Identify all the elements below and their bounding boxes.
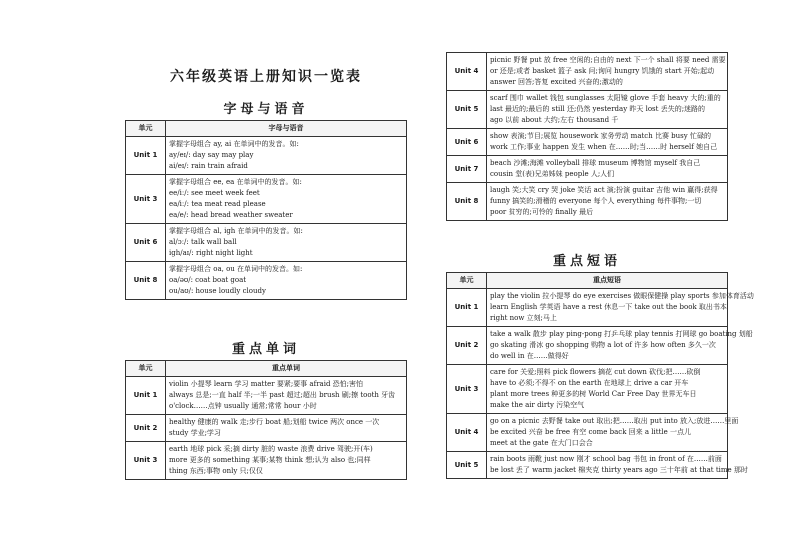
- words-table-continued: [446, 52, 728, 221]
- words-row: [126, 377, 407, 415]
- words-line: more 更多的 something 某事;某物 think 想;认为 also 也;同样: [169, 456, 371, 464]
- phrases-line: make the air dirty 污染空气: [490, 401, 585, 409]
- words-line: scarf 围巾 wallet 钱包 sunglasses 太阳镜 glove 手套 heavy 大的;重的: [490, 94, 721, 102]
- words-unit-label: Unit 2: [126, 415, 166, 442]
- phrases-row: [447, 452, 728, 479]
- words-table: [125, 360, 407, 480]
- words-line: violin 小提琴 learn 学习 matter 要紧;要事 afraid 恐怕;害怕: [169, 380, 364, 388]
- letters-header-content: 字母与语音: [166, 121, 407, 137]
- words-line: healthy 健康的 walk 走;步行 boat 船;划船 twice 两次 once 一次: [169, 418, 380, 426]
- words-row: [126, 442, 407, 480]
- phrases-header-unit: 单元: [447, 273, 487, 289]
- words-line: thing 东西;事物 only 只;仅仅: [169, 467, 263, 475]
- words-line: picnic 野餐 put 放 free 空闲的;自由的 next 下一个 shall 将要 need 需要: [490, 56, 726, 64]
- phrases-line: right now 立刻;马上: [490, 314, 557, 322]
- letters-content: [166, 137, 407, 175]
- words-line: ago 以前 about 大约;左右 thousand 千: [490, 116, 619, 124]
- letters-row: [126, 262, 407, 300]
- phrases-line: be excited 兴奋 be free 有空 come back 回来 a little 一点儿: [490, 428, 692, 436]
- words-body-right: [447, 53, 728, 221]
- phrases-row: [447, 365, 728, 414]
- letters-line: oa/əʊ/: coat boat goat: [169, 276, 247, 284]
- phrases-line: learn English 学英语 have a rest 休息一下 take out the book 取出书本: [490, 303, 727, 311]
- words-row: [447, 183, 728, 221]
- letters-content: [166, 175, 407, 224]
- words-line: poor 贫穷的;可怜的 finally 最后: [490, 208, 594, 216]
- phrases-line: plant more trees 种更多的树 World Car Free Day 世界无车日: [490, 390, 697, 398]
- words-line: answer 回答;答复 excited 兴奋的;激动的: [490, 78, 623, 86]
- letters-line: 掌握字母组合 ee, ea 在单词中的发音。如:: [169, 178, 302, 186]
- words-unit-label: Unit 1: [126, 377, 166, 415]
- phrases-line: rain boots 雨靴 just now 刚才 school bag 书包 in front of 在……前面: [490, 455, 722, 463]
- letters-unit-label: Unit 8: [126, 262, 166, 300]
- words-content: [487, 91, 728, 129]
- letters-content: [166, 224, 407, 262]
- words-section-title: 重点单词: [231, 342, 300, 357]
- phrases-line: take a walk 散步 play ping-pong 打乒乓球 play tennis 打网球 go boating 划船: [490, 330, 753, 338]
- words-content: [487, 183, 728, 221]
- letters-line: ee/iː/: see meet week feet: [169, 189, 260, 197]
- words-line: o'clock……点钟 usually 通常;常常 hour 小时: [169, 402, 317, 410]
- words-line: work 工作;事业 happen 发生 when 在……时;当……时 herself 她自己: [490, 143, 718, 151]
- words-line: study 学业;学习: [169, 429, 221, 437]
- letters-unit-label: Unit 6: [126, 224, 166, 262]
- letters-line: igh/aɪ/: right night light: [169, 249, 253, 257]
- phrases-header-content: 重点短语: [487, 273, 728, 289]
- phrases-row: [447, 289, 728, 327]
- words-line: last 最近的;最后的 still 还;仍然 yesterday 昨天 lost 丢失的;迷路的: [490, 105, 706, 113]
- letters-line: ay/eɪ/: day say may play: [169, 151, 254, 159]
- words-line: cousin 堂(表)兄弟姊妹 people 人;人们: [490, 170, 615, 178]
- words-unit-label: Unit 4: [447, 53, 487, 91]
- words-content: [487, 156, 728, 183]
- letters-line: 掌握字母组合 al, igh 在单词中的发音。如:: [169, 227, 303, 235]
- phrases-line: have to 必须;不得不 on the earth 在地球上 drive a car 开车: [490, 379, 689, 387]
- words-line: laugh 笑;大笑 cry 哭 joke 笑话 act 演;扮演 guitar 吉他 win 赢得;获得: [490, 186, 718, 194]
- letters-row: [126, 224, 407, 262]
- words-line: beach 沙滩;海滩 volleyball 排球 museum 博物馆 myself 我自己: [490, 159, 701, 167]
- words-unit-label: Unit 8: [447, 183, 487, 221]
- words-content: [487, 129, 728, 156]
- phrases-table: [446, 272, 754, 479]
- phrases-content: [487, 289, 754, 327]
- words-content: [166, 377, 407, 415]
- phrases-unit-label: Unit 2: [447, 327, 487, 365]
- letters-unit-label: Unit 1: [126, 137, 166, 175]
- letters-line: 掌握字母组合 oa, ou 在单词中的发音。如:: [169, 265, 303, 273]
- words-row: [447, 91, 728, 129]
- words-line: always 总是;一直 half 半;一半 past 超过;超出 brush 刷;擦 tooth 牙齿: [169, 391, 396, 399]
- words-line: or 还是;或者 basket 篮子 ask 问;询问 hungry 饥饿的 start 开始;起动: [490, 67, 715, 75]
- words-row: [447, 129, 728, 156]
- words-unit-label: Unit 7: [447, 156, 487, 183]
- phrases-unit-label: Unit 4: [447, 414, 487, 452]
- words-content: [166, 415, 407, 442]
- letters-line: ai/eɪ/: rain train afraid: [169, 162, 248, 170]
- phrases-line: go on a picnic 去野餐 take out 取出;把……取出 put into 放入;放进……里面: [490, 417, 739, 425]
- phrases-content: [487, 365, 728, 414]
- letters-row: [126, 175, 407, 224]
- letters-line: ea/iː/: tea meat read please: [169, 200, 266, 208]
- phrases-content: [487, 414, 739, 452]
- letters-line: 掌握字母组合 ay, ai 在单词中的发音。如:: [169, 140, 299, 148]
- letters-header-unit: 单元: [126, 121, 166, 137]
- phrases-body: [447, 289, 754, 479]
- words-content: [487, 53, 728, 91]
- words-unit-label: Unit 5: [447, 91, 487, 129]
- phrases-line: meet at the gate 在大门口会合: [490, 439, 593, 447]
- phrases-line: care for 关爱;照料 pick flowers 摘花 cut down 砍伐;把……砍倒: [490, 368, 701, 376]
- letters-line: ea/e/: head bread weather sweater: [169, 211, 293, 219]
- words-body-left: [126, 377, 407, 480]
- phrases-line: be lost 丢了 warm jacket 棉夹克 thirty years ago 三十年前 at that time 那时: [490, 466, 748, 474]
- letters-line: al/ɔː/: talk wall ball: [169, 238, 237, 246]
- letters-table: [125, 120, 407, 300]
- phrases-line: do well in 在……做得好: [490, 352, 569, 360]
- words-line: funny 搞笑的;滑稽的 everyone 每个人 everything 每件事物;一切: [490, 197, 702, 205]
- words-row: [126, 415, 407, 442]
- words-header-unit: 单元: [126, 361, 166, 377]
- phrases-unit-label: Unit 3: [447, 365, 487, 414]
- letters-row: [126, 137, 407, 175]
- phrases-unit-label: Unit 5: [447, 452, 487, 479]
- words-line: earth 地球 pick 采;摘 dirty 脏的 waste 浪费 drive 驾驶;开(车): [169, 445, 373, 453]
- letters-content: [166, 262, 407, 300]
- phrases-line: go skating 滑冰 go shopping 购物 a lot of 许多 how often 多久一次: [490, 341, 716, 349]
- letters-section-title: 字母与语音: [223, 102, 309, 117]
- phrases-row: [447, 327, 728, 365]
- phrases-content: [487, 327, 753, 365]
- phrases-section-title: 重点短语: [552, 254, 621, 269]
- letters-line: ou/aʊ/: house loudly cloudy: [169, 287, 266, 295]
- phrases-content: [487, 452, 748, 479]
- phrases-row: [447, 414, 728, 452]
- words-row: [447, 156, 728, 183]
- page-title: 六年级英语上册知识一览表: [170, 69, 362, 85]
- letters-unit-label: Unit 3: [126, 175, 166, 224]
- phrases-unit-label: Unit 1: [447, 289, 487, 327]
- letters-body: [126, 137, 407, 300]
- words-unit-label: Unit 3: [126, 442, 166, 480]
- phrases-line: play the violin 拉小提琴 do eye exercises 做眼保健操 play sports 参加体育活动: [490, 292, 754, 300]
- words-unit-label: Unit 6: [447, 129, 487, 156]
- words-header-content: 重点单词: [166, 361, 407, 377]
- words-row: [447, 53, 728, 91]
- words-line: show 表演;节目;展览 housework 家务劳动 match 比赛 busy 忙碌的: [490, 132, 711, 140]
- words-content: [166, 442, 407, 480]
